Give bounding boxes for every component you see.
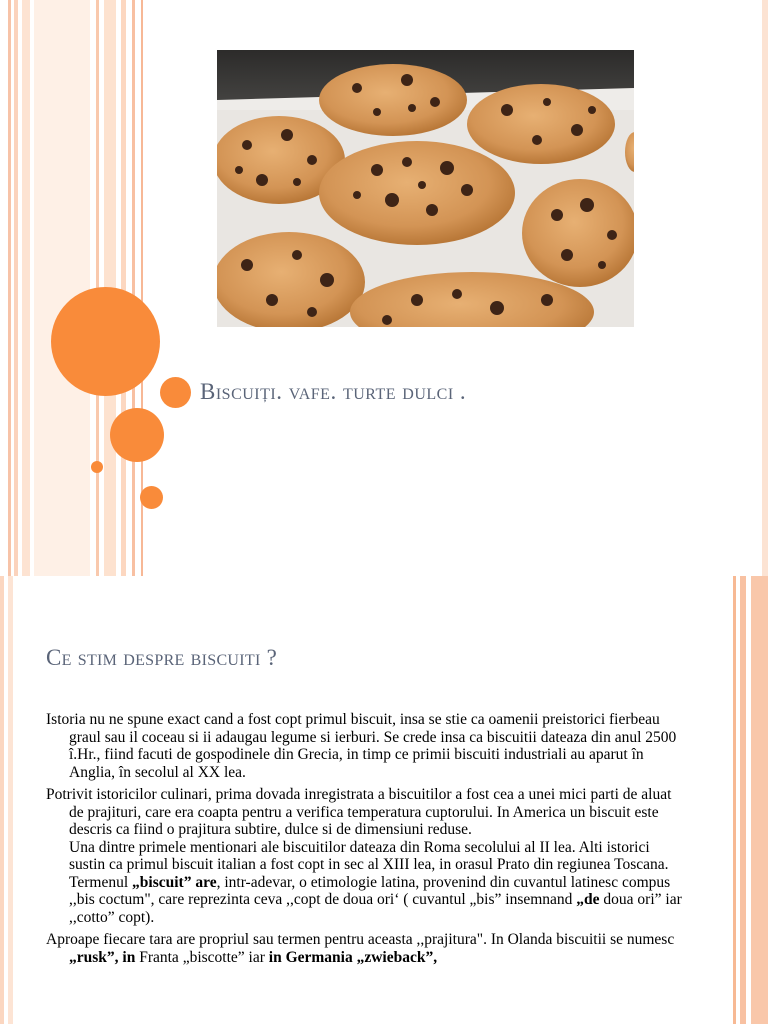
decor-stripe [751, 576, 768, 1024]
decor-circle [110, 408, 164, 462]
decor-stripe [762, 0, 768, 576]
decor-stripe [8, 0, 11, 576]
etymology-bold-de: „de [576, 891, 600, 908]
paragraph-etymology [69, 874, 686, 927]
decor-stripe [0, 576, 4, 1024]
decor-circle [160, 377, 191, 408]
countries-bold-rusk: „rusk”, in [69, 948, 136, 966]
decor-stripe [733, 576, 736, 1024]
slide-heading: Ce stim despre biscuiti ? [46, 645, 278, 670]
decor-stripe [22, 0, 30, 576]
countries-text: Aproape fiecare tara are propriul sau termen pentru aceasta ,,prajitura". In Olanda biscuitii se numesc [46, 931, 675, 948]
slide-body [46, 711, 686, 971]
etymology-bold-term: „biscuit” are [132, 873, 217, 891]
countries-text: Franta [135, 948, 183, 966]
countries-text: „biscotte” iar [182, 948, 269, 966]
decor-stripe [14, 0, 18, 576]
paragraph-origins [46, 786, 686, 926]
decor-circle [140, 486, 163, 509]
paragraph-history: Istoria nu ne spune exact cand a fost copt primul biscuit, insa se stie ca oamenii preistorici fierbeau graul sau il coceau si ii adaugau legume si ierburi. Se crede insa ca biscuitii dateaza din anul 2500 î.Hr., fiind facuti de gospodinele din Grecia, in timp ce primii biscuiti industriali au aparut în Anglia, în secolul al XX lea. [46, 711, 677, 781]
decor-stripe [8, 576, 13, 1024]
decor-circle-large [51, 287, 160, 396]
etymology-text: doua ori” iar ,,cotto” copt). [69, 891, 682, 926]
slide-title: Biscuiți. vafe. turte dulci . [200, 379, 467, 404]
etymology-text: Termenul [69, 873, 133, 891]
paragraph-origins-b: Una dintre primele mentionari ale biscuitilor dateaza din Roma secolului al II lea. Alti istorici sustin ca primul biscuit italian a fost copt in sec al XIII lea, in orasul Prato din regiunea Toscana. [69, 838, 669, 873]
decor-circle-small [91, 461, 103, 473]
decor-stripe [132, 0, 135, 576]
decor-stripe [121, 0, 126, 576]
cookies-photo [217, 50, 634, 327]
decor-stripe [740, 576, 746, 1024]
paragraph-origins-a: Potrivit istoricilor culinari, prima dovada inregistrata a biscuitilor a fost cea a unei mici parti de aluat de prajituri, care era coapta pentru a verifica temperatura cuptorului. In America un biscuit este descris ca fiind o prajitura subtire, dulce si de dimensiuni reduse. [46, 786, 672, 838]
countries-bold-germany: in Germania „zwieback”, [268, 948, 438, 966]
etymology-text: , intr-adevar, o etimologie latina, provenind din cuvantul latinesc compus ,,bis coctum", care reprezinta ceva ,,copt de doua ori‘ ( cuvantul „bis” insemnand [69, 873, 671, 908]
paragraph-countries [46, 931, 686, 966]
decor-stripe [34, 0, 90, 576]
